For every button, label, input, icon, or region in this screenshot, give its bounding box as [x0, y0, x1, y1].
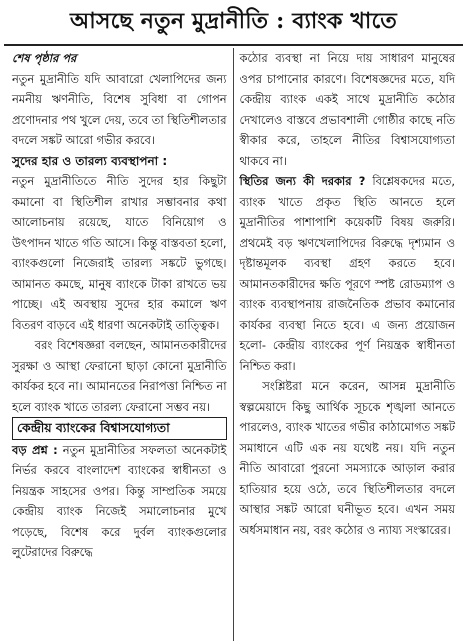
headline: আসছে নতুন মুদ্রানীতি : ব্যাংক খাতে [4, 0, 463, 46]
right-column [234, 48, 462, 641]
paragraph: কঠোর ব্যবস্থা না নিয়ে দায় সাধারণ মানুষের ওপর চাপানোর কারণে। বিশেষজ্ঞদের মতে, যদি কেন্দ্রীয় ব্যাংক একই সাথে মুদ্রানীতি কঠোর দেখালেও বাস্তবে প্রভাবশালী গোষ্ঠীর কাছে নতি স্বীকার করে, তাহলে নীতির বিশ্বাসযোগ্যতা থাকবে না। [239, 51, 455, 168]
left-column [6, 48, 234, 641]
paragraph-lead: বড় প্রশ্ন : [12, 442, 58, 457]
article-columns [6, 48, 461, 641]
subheading-interest-liquidity: সুদের হার ও তারল্য ব্যবস্থাপনা : [12, 153, 168, 168]
paragraph: নতুন মুদ্রানীতিতে নীতি সুদের হার কিছুটা কমানো বা স্থিতিশীল রাখার সম্ভাবনার কথা আলোচনায় রয়েছে, যাতে বিনিয়োগ ও উৎপাদন খাতে গতি আসে। কিন্তু বাস্তবতা হলো, ব্যাংকগুলো নিজেরাই তারল্য সঙ্কটে ভুগছে। আমানত কমছে, মানুষ ব্যাংকে টাকা রাখতে ভয় পাচ্ছে। এই অবস্থায় সুদের হার কমালে ঋণ বিতরণ বাড়বে এই ধারণা অনেকটাই তাত্ত্বিক। [12, 174, 227, 332]
paragraph [240, 171, 456, 376]
paragraph: বরং বিশেষজ্ঞরা বলছেন, আমানতকারীদের সুরক্ষা ও আস্থা ফেরানো ছাড়া কোনো মুদ্রানীতি কার্যকর হবে না। আমানতের নিরাপত্তা নিশ্চিত না হলে ব্যাংক খাতে তারল্য ফেরানো সম্ভব নয়। [12, 338, 227, 414]
paragraph-text: বিশ্লেষকদের মতে, ব্যাংক খাতে প্রকৃত স্থিতি আনতে হলে মুদ্রানীতির পাশাপাশি কয়েকটি বিষয় জরুরি। প্রথমেই বড় ঋণখেলাপিদের বিরুদ্ধে দৃশ্যমান ও দৃষ্টান্তমূলক ব্যবস্থা গ্রহণ করতে হবে। আমানতকারীদের ক্ষতি পূরণে স্পষ্ট রোডম্যাপ ও ব্যাংক ব্যবস্থাপনায় রাজনৈতিক প্রভাব কমানোর কার্যকর ব্যবস্থা নিতে হবে। এ জন্য প্রয়োজন হলো- কেন্দ্রীয় ব্যাংকের পূর্ণ নিয়ন্ত্রক স্বাধীনতা নিশ্চিত করা। [239, 174, 456, 373]
subheading-what-is-needed: স্থিতির জন্য কী দরকার ? [239, 174, 366, 188]
paragraph [12, 440, 227, 563]
subheading-central-bank-credibility: কেন্দ্রীয় ব্যাংকের বিশ্বাসযোগ্যতা [12, 417, 227, 440]
paragraph: সংশ্লিষ্টরা মনে করেন, আসন্ন মুদ্রানীতি স্বল্পমেয়াদে কিছু আর্থিক সূচকে শৃঙ্খলা আনতে পারলেও, ব্যাংক খাতের গভীর কাঠামোগত সঙ্কট সমাধানে এটি এক নয় যথেষ্ট নয়। যদি নতুন নীতি আবারো পুরনো সমস্যাকে আড়াল করার হাতিয়ার হয়ে ওঠে, তবে স্থিতিশীলতার বদলে আস্থার সঙ্কট আরো ঘনীভূত হবে। এখন সময় অর্ধসমাধান নয়, বরং কঠোর ও ন্যায্য সংস্কারের। [239, 379, 455, 537]
paragraph-text: নতুন মুদ্রানীতির সফলতা অনেকটাই নির্ভর করবে বাংলাদেশ ব্যাংকের স্বাধীনতা ও নিয়ন্ত্রক সাহসের ওপর। কিন্তু সাম্প্রতিক সময়ে কেন্দ্রীয় ব্যাংক নিজেই সমালোচনার মুখে পড়েছে, বিশেষ করে দুর্বল ব্যাংকগুলোর লুটেরাদের বিরুদ্ধে [12, 442, 227, 559]
continued-from-label: শেষ পৃষ্ঠার পর [12, 51, 77, 65]
paragraph: নতুন মুদ্রানীতি যদি আবারো খেলাপিদের জন্য নমনীয় ঋণনীতি, বিশেষ সুবিধা বা গোপন প্রণোদনার পথ খুলে দেয়, তবে তা স্থিতিশীলতার বদলে সঙ্কট আরো গভীর করবে। [12, 71, 227, 147]
